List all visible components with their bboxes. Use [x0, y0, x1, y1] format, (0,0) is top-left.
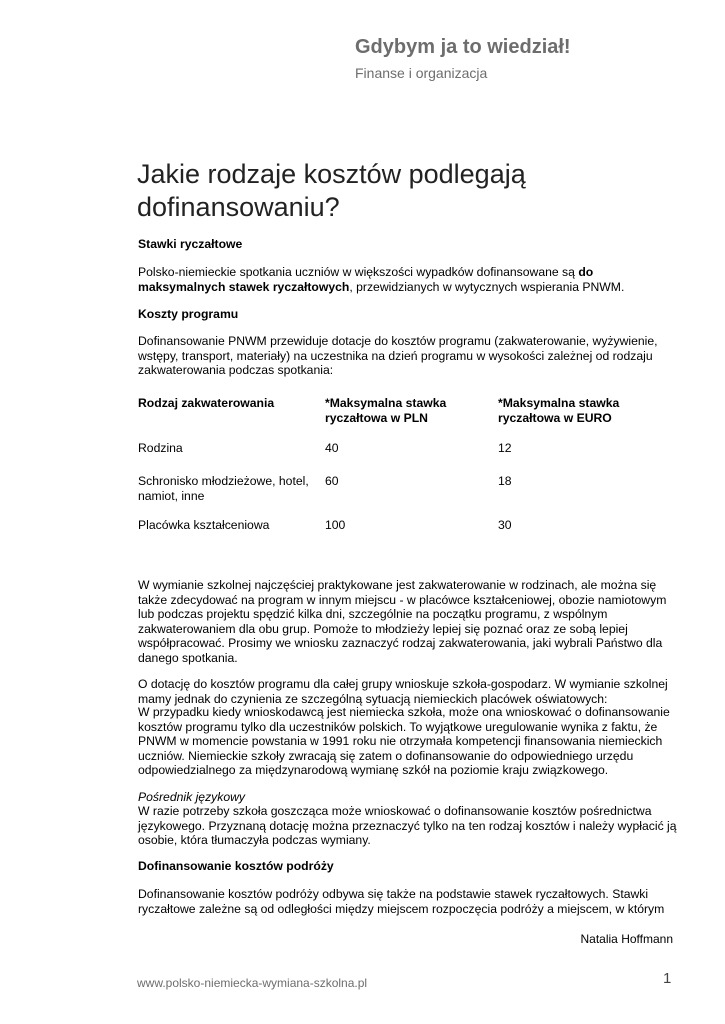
heading-program-costs: Koszty programu	[138, 307, 239, 321]
table-header-type: Rodzaj zakwaterowania	[138, 396, 275, 410]
site-subtitle: Finanse i organizacja	[355, 65, 488, 81]
table-cell: 12	[498, 441, 512, 455]
paragraph-travel-costs: Dofinansowanie kosztów podróży odbywa się także na podstawie stawek ryczałtowych. Stawki ryczałtowe zależne są od odległości między miejscem rozpoczęcia podróży a miejscem, w którym	[138, 887, 665, 916]
table-cell: 18	[498, 474, 512, 488]
page-title: Jakie rodzaje kosztów podlegają dofinansowaniu?	[137, 159, 526, 222]
paragraph-applicant: O dotację do kosztów programu dla całej grupy wnioskuje szkoła-gospodarz. W wymianie szkolnej mamy jednak do czynienia ze szczególną sytuacją niemieckich placówek oświatowych:	[138, 677, 668, 706]
flat-rates-text-end: , przewidzianych w wytycznych wspierania PNWM.	[349, 279, 625, 294]
paragraph-flat-rates	[138, 265, 678, 294]
table-cell: Placówka kształceniowa	[138, 518, 270, 532]
author-name: Natalia Hoffmann	[580, 932, 673, 946]
table-header-euro: *Maksymalna stawka ryczałtowa w EURO	[498, 396, 620, 425]
paragraph-program-costs: Dofinansowanie PNWM przewiduje dotacje do kosztów programu (zakwaterowanie, wyżywienie, wstępy, transport, materiały) na uczestnika na dzień programu w wysokości zależnej od rodzaju zakwaterowania podczas spotkania:	[138, 334, 658, 378]
table-cell: Rodzina	[138, 441, 183, 455]
footer-url[interactable]: www.polsko-niemiecka-wymiana-szkolna.pl	[137, 976, 368, 990]
heading-travel-costs: Dofinansowanie kosztów podróży	[138, 859, 334, 873]
table-cell: 60	[325, 474, 339, 488]
paragraph-accommodation: W wymianie szkolnej najczęściej praktykowane jest zakwaterowanie w rodzinach, ale można się także zdecydować na program w innym miejscu - w placówce kształceniowej, obozie namiotowym lub podczas projektu spędzić kilka dni, szczególnie na początku programu, z wspólnym zakwaterowaniem dla obu grup. Pomoże to młodzieży lepiej się poznać oraz ze sobą lepiej współpracować. Prosimy we wniosku zaznaczyć rodzaj zakwaterowania, jaki wybrali Państwo dla danego spotkania.	[138, 578, 667, 665]
page-number: 1	[663, 970, 672, 987]
flat-rates-text: Polsko-niemieckie spotkania uczniów w większości wypadków dofinansowane są	[138, 265, 579, 279]
heading-interpreter: Pośrednik językowy	[138, 790, 246, 804]
table-cell: 100	[325, 518, 346, 532]
table-cell: 30	[498, 518, 512, 532]
table-cell: 40	[325, 441, 339, 455]
heading-flat-rates: Stawki ryczałtowe	[138, 237, 243, 251]
paragraph-german-schools: W przypadku kiedy wnioskodawcą jest niemiecka szkoła, może ona wnioskować o dofinansowanie kosztów programu tylko dla uczestników polskich. To wyjątkowe uregulowanie wynika z faktu, że PNWM w momencie powstania w 1991 roku nie otrzymała kompetencji finansowania niemieckich uczniów. Niemieckie szkoły zwracają się zatem o dofinansowanie do odpowiedniego urzędu odpowiedzialnego za międzynarodową wymianę szkół na poziomie kraju związkowego.	[138, 705, 670, 778]
site-title: Gdybym ja to wiedział!	[355, 36, 571, 58]
table-cell: Schronisko młodzieżowe, hotel, namiot, inne	[138, 474, 309, 503]
flat-rates-bold: do maksymalnych stawek ryczałtowych	[138, 265, 594, 294]
table-header-pln: *Maksymalna stawka ryczałtowa w PLN	[325, 396, 447, 425]
paragraph-interpreter: W razie potrzeby szkoła goszcząca może wnioskować o dofinansowanie kosztów pośrednictwa językowego. Przyznaną dotację można przeznaczyć tylko na ten rodzaj kosztów i należy wypłacić ją osobie, która tłumaczyła podczas wymiany.	[138, 804, 677, 848]
